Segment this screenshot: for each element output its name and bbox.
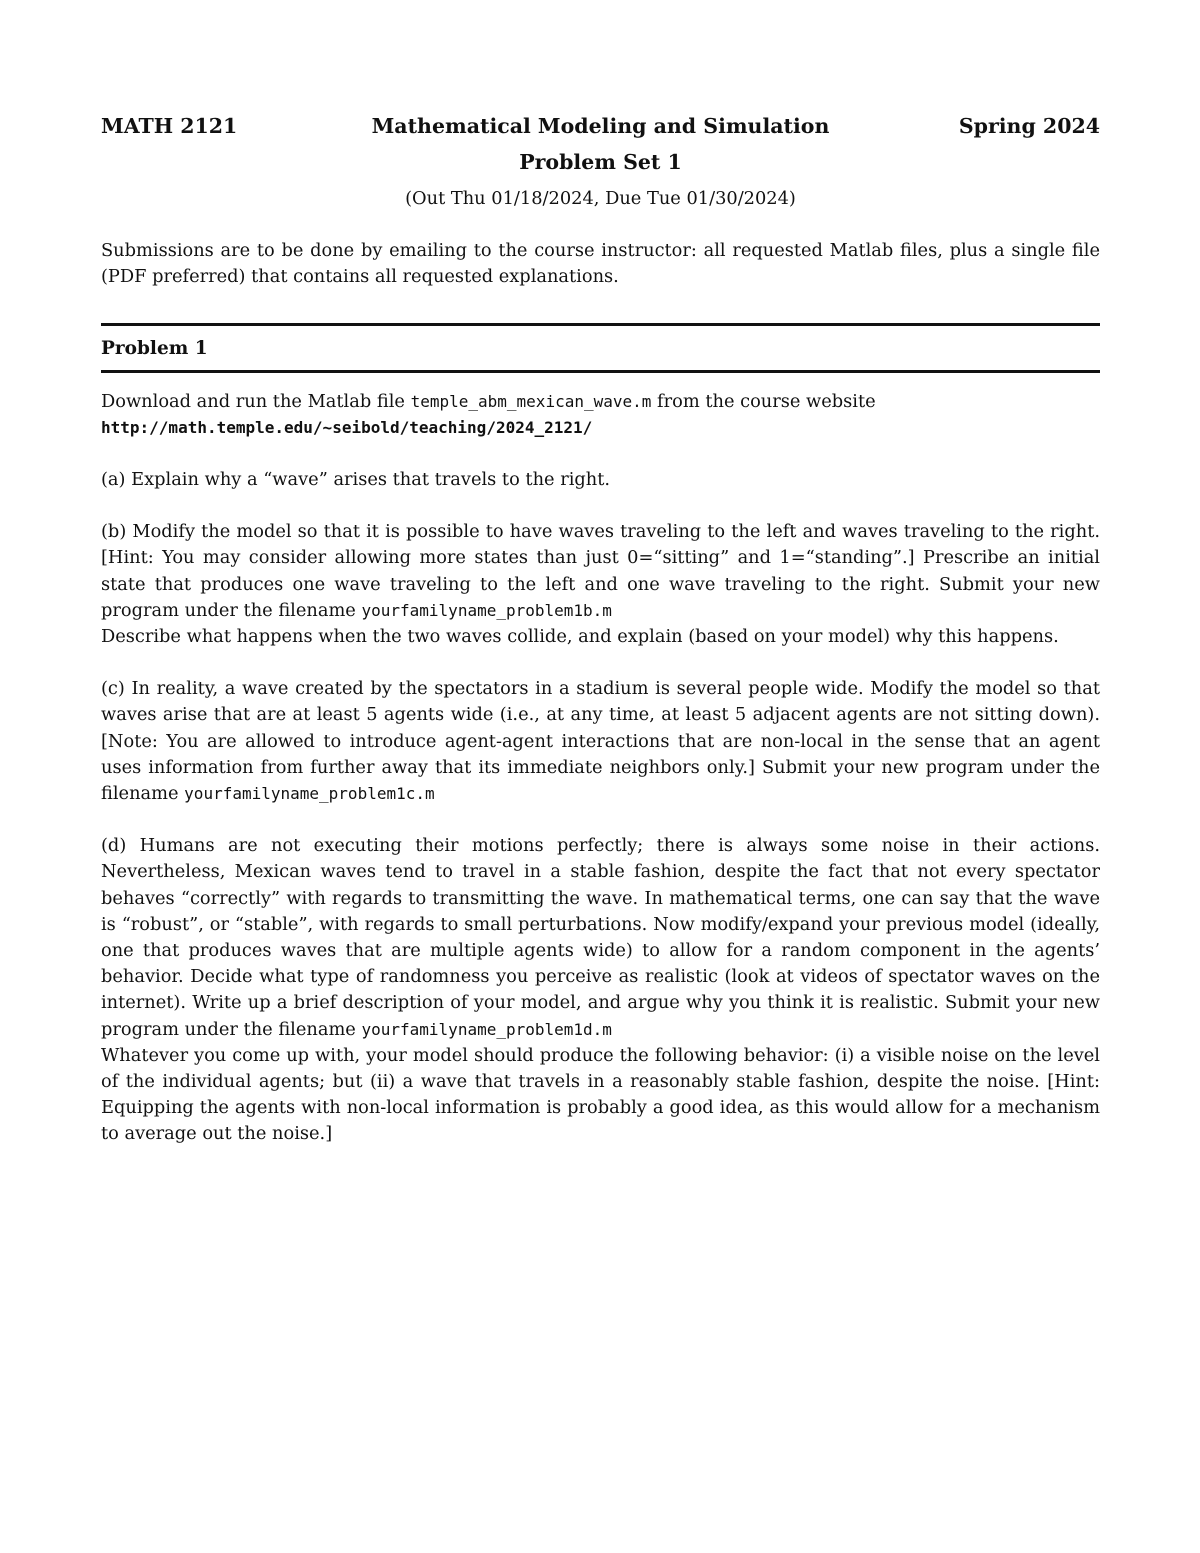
- problem-heading: Problem 1: [101, 337, 208, 359]
- part-b-followup: Describe what happens when the two waves collide, and explain (based on your model) why this happens.: [101, 626, 1059, 648]
- problem-1-body: [101, 389, 1100, 1148]
- section-rule-bottom: [101, 370, 1100, 373]
- course-title: Mathematical Modeling and Simulation: [371, 114, 830, 138]
- part-b: [101, 519, 1100, 624]
- download-instruction: [101, 389, 1100, 415]
- course-website-url[interactable]: [101, 415, 1100, 441]
- submission-instructions: Submissions are to be done by emailing to the course instructor: all requested Matlab files, plus a single file (PDF preferred) that contains all requested explanations.: [101, 240, 1100, 288]
- course-code: MATH 2121: [101, 114, 238, 138]
- part-c: [101, 676, 1100, 807]
- part-d-filename: yourfamilyname_problem1d.m: [361, 1019, 612, 1039]
- document-content: [101, 112, 1100, 1148]
- header-row: [101, 112, 1100, 140]
- part-d-followup: Whatever you come up with, your model should produce the following behavior: (i) a visible noise on the level of the individual agents; but (ii) a wave that travels in a reasonably stable fashion, despite the noise. [Hint: Equipping the agents with non-local information is probably a good idea, as this would allow for a mechanism to average out the noise.]: [101, 1044, 1100, 1145]
- part-c-filename: yourfamilyname_problem1c.m: [184, 784, 435, 804]
- download-suffix: from the course website: [651, 390, 876, 412]
- part-b-filename: yourfamilyname_problem1b.m: [361, 600, 612, 620]
- due-dates: (Out Thu 01/18/2024, Due Tue 01/30/2024): [405, 188, 796, 209]
- part-b-text: (b) Modify the model so that it is possible to have waves traveling to the left and waves traveling to the right. [Hint: You may consider allowing more states than just 0=“sitting” and 1=“standing”.] Prescribe an initial state that produces one wave traveling to the left and one wave traveling to the right. Submit your new program under the filename: [101, 521, 1100, 621]
- problem-set-title: Problem Set 1: [519, 150, 682, 174]
- term: Spring 2024: [958, 114, 1100, 138]
- url-text[interactable]: http://math.temple.edu/~seibold/teaching/2024_2121/: [101, 417, 593, 437]
- part-d: [101, 833, 1100, 1043]
- matlab-filename: temple_abm_mexican_wave.m: [410, 391, 652, 411]
- part-c-text: (c) In reality, a wave created by the spectators in a stadium is several people wide. Modify the model so that waves arise that are at least 5 agents wide (i.e., at any time, at least 5 adjacent agents are not sitting down). [Note: You are allowed to introduce agent-agent interactions that are non-local in the sense that an agent uses information from further away that its immediate neighbors only.] Submit your new program under the filename: [101, 678, 1100, 805]
- part-a: (a) Explain why a “wave” arises that travels to the right.: [101, 469, 611, 491]
- part-d-text: (d) Humans are not executing their motions perfectly; there is always some noise in their actions. Nevertheless, Mexican waves tend to travel in a stable fashion, despite the fact that not every spectator behaves “correctly” with regards to transmitting the wave. In mathematical terms, one can say that the wave is “robust”, or “stable”, with regards to small perturbations. Now modify/expand your previous model (ideally, one that produces waves that are multiple agents wide) to allow for a random component in the agents’ behavior. Decide what type of randomness you perceive as realistic (look at videos of spectator waves on the internet). Write up a brief description of your model, and argue why you think it is realistic. Submit your new program under the filename: [101, 835, 1100, 1040]
- header: [101, 112, 1100, 144]
- download-prefix: Download and run the Matlab file: [101, 390, 411, 412]
